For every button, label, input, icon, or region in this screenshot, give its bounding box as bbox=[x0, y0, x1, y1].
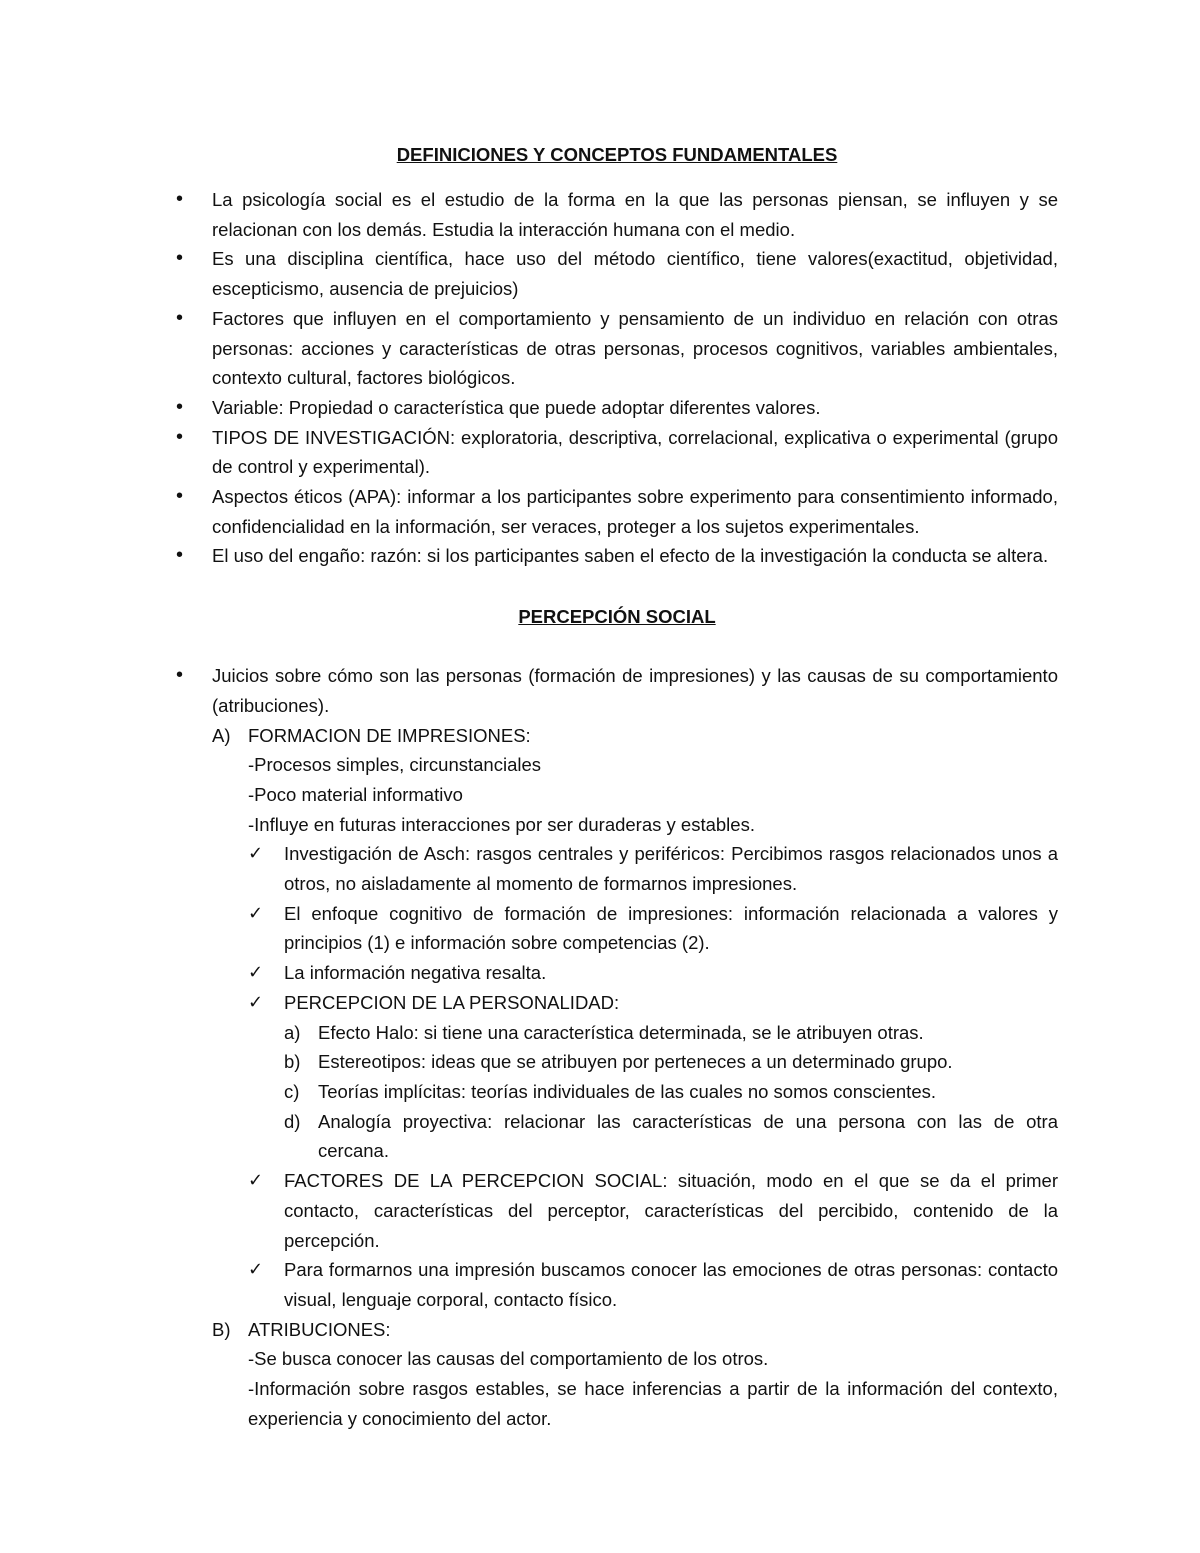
bullet-item: • La psicología social es el estudio de la forma en la que las personas piensan, se influyen y se relacionan con los demás. Estudia la interacción humana con el medio. bbox=[176, 185, 1058, 244]
bullet-item: • TIPOS DE INVESTIGACIÓN: exploratoria, descriptiva, correlacional, explicativa o experimental (grupo de control y experimental). bbox=[176, 423, 1058, 482]
section-title-definiciones: DEFINICIONES Y CONCEPTOS FUNDAMENTALES bbox=[396, 144, 838, 165]
letter-item: d) Analogía proyectiva: relacionar las características de una persona con las de otra cercana. bbox=[284, 1110, 1058, 1162]
intro-text: • Juicios sobre cómo son las personas (formación de impresiones) y las causas de su comportamiento (atribuciones). bbox=[212, 665, 1058, 716]
bullet-item: • Aspectos éticos (APA): informar a los participantes sobre experimento para consentimiento informado, confidencialidad en la información, ser veraces, proteger a los sujetos experimentales. bbox=[176, 482, 1058, 541]
checkmark-icon: ✓ bbox=[248, 962, 264, 984]
part-b-mark: B) bbox=[212, 1318, 231, 1340]
check-item: ✓ Para formarnos una impresión buscamos conocer las emociones de otras personas: contacto visual, lenguaje corporal, contacto físico. bbox=[248, 1255, 1058, 1314]
dash-line: -Influye en futuras interacciones por ser duraderas y estables. bbox=[248, 813, 755, 835]
bullet-item: • Factores que influyen en el comportamiento y pensamiento de un individuo en relación con otras personas: acciones y características de otras personas, procesos cognitivos, variables ambientales, contexto cultural, factores biológicos. bbox=[176, 304, 1058, 393]
definiciones-list bbox=[176, 185, 1058, 571]
dash-line: -Información sobre rasgos estables, se hace inferencias a partir de la información del contexto, experiencia y conocimiento del actor. bbox=[248, 1378, 1058, 1429]
part-a-heading bbox=[212, 721, 1058, 751]
bullet-item: • El uso del engaño: razón: si los participantes saben el efecto de la investigación la conducta se altera. bbox=[176, 541, 1058, 571]
letter-item: b) Estereotipos: ideas que se atribuyen por perteneces a un determinado grupo. bbox=[284, 1051, 953, 1073]
check-item: ✓ La información negativa resalta. bbox=[248, 958, 1058, 988]
bullet-item bbox=[176, 661, 1058, 1433]
section-title-percepcion: PERCEPCIÓN SOCIAL bbox=[518, 606, 716, 628]
part-b-title: ATRIBUCIONES: bbox=[248, 1318, 391, 1340]
percepcion-list bbox=[176, 661, 1058, 1433]
checkmark-icon: ✓ bbox=[248, 1259, 264, 1281]
dash-line: -Procesos simples, circunstanciales bbox=[248, 754, 542, 776]
part-b-heading bbox=[212, 1315, 1058, 1345]
checkmark-icon: ✓ bbox=[248, 843, 264, 865]
part-a-mark: A) bbox=[212, 724, 231, 746]
dash-line: -Se busca conocer las causas del comportamiento de los otros. bbox=[248, 1348, 769, 1370]
checkmark-icon: ✓ bbox=[248, 1170, 264, 1192]
checkmark-icon: ✓ bbox=[248, 902, 264, 924]
bullet-item: • Es una disciplina científica, hace uso del método científico, tiene valores(exactitud, objetividad, escepticismo, ausencia de prejuicios) bbox=[176, 244, 1058, 303]
dash-line: -Poco material informativo bbox=[248, 783, 463, 805]
check-item: ✓ PERCEPCION DE LA PERSONALIDAD: bbox=[248, 988, 1058, 1018]
letter-list bbox=[212, 1018, 1058, 1167]
letter-item: a) Efecto Halo: si tiene una característica determinada, se le atribuyen otras. bbox=[284, 1021, 924, 1043]
check-list bbox=[212, 1166, 1058, 1315]
check-item: ✓ Investigación de Asch: rasgos centrales y periféricos: Percibimos rasgos relacionados unos a otros, no aisladamente al momento de formarnos impresiones. bbox=[248, 839, 1058, 898]
letter-item: c) Teorías implícitas: teorías individuales de las cuales no somos conscientes. bbox=[284, 1080, 936, 1102]
check-item: ✓ El enfoque cognitivo de formación de impresiones: información relacionada a valores y principios (1) e información sobre competencias (2). bbox=[248, 899, 1058, 958]
checkmark-icon: ✓ bbox=[248, 991, 264, 1013]
bullet-item: • Variable: Propiedad o característica que puede adoptar diferentes valores. bbox=[176, 393, 1058, 423]
check-item: ✓ FACTORES DE LA PERCEPCION SOCIAL: situación, modo en el que se da el primer contacto, características del perceptor, características del percibido, contenido de la percepción. bbox=[248, 1166, 1058, 1255]
check-list bbox=[212, 839, 1058, 1017]
part-a-title: FORMACION DE IMPRESIONES: bbox=[248, 724, 531, 746]
